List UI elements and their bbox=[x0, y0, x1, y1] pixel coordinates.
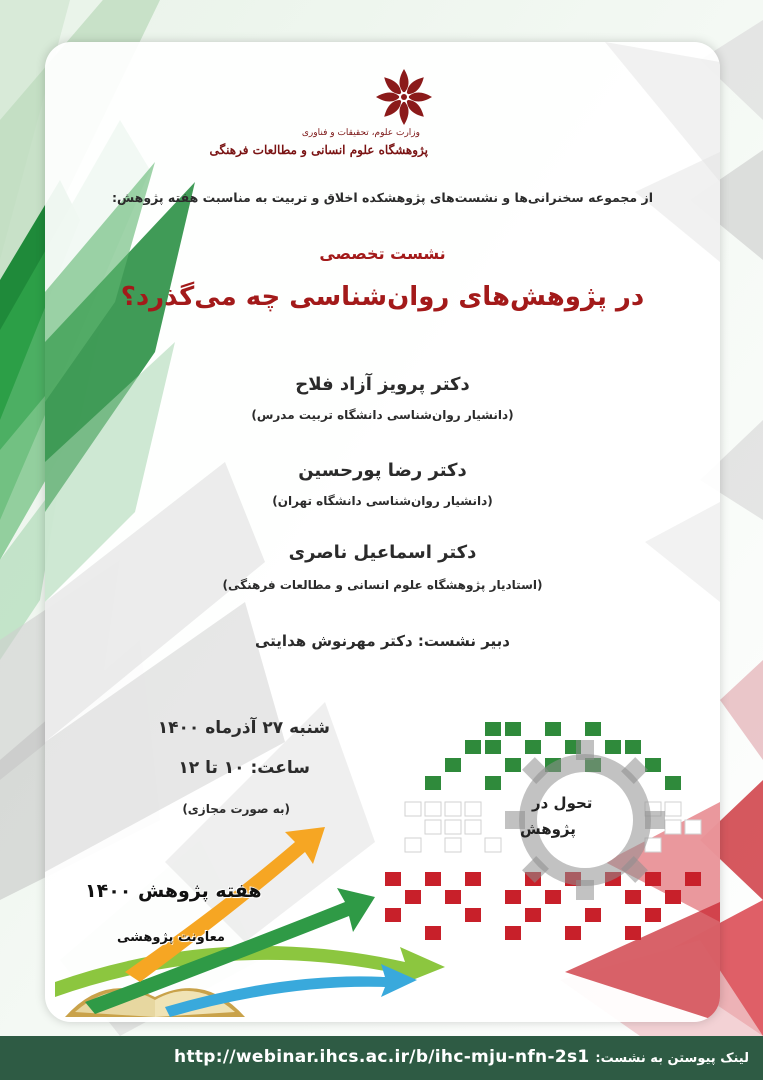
join-link bbox=[174, 1047, 749, 1067]
join-link-label: لینک پیوستن به نشست: bbox=[595, 1051, 749, 1066]
research-deputy-label: معاونت پژوهشی bbox=[117, 930, 225, 945]
session-secretary: دبیر نشست: دکتر مهرنوش هدایتی bbox=[255, 632, 510, 650]
event-time: ساعت: ۱۰ تا ۱۲ bbox=[178, 758, 310, 778]
speaker-affiliation: (دانشیار روان‌شناسی دانشگاه تهران) bbox=[272, 494, 493, 508]
footer-bar bbox=[0, 1036, 763, 1080]
event-date: شنبه ۲۷ آذرماه ۱۴۰۰ bbox=[157, 718, 330, 738]
join-link-url[interactable]: http://webinar.ihcs.ac.ir/b/ihc-mju-nfn-2s1 bbox=[174, 1047, 590, 1067]
event-mode: (به صورت مجازی) bbox=[182, 802, 290, 816]
session-kicker: نشست تخصصی bbox=[319, 244, 446, 263]
gear-caption-line1: تحول در bbox=[532, 794, 593, 812]
ministry-name: وزارت علوم، تحقیقات و فناوری bbox=[301, 128, 420, 138]
speaker-name: دکتر رضا پورحسین bbox=[298, 460, 467, 481]
speaker-affiliation: (دانشیار روان‌شناسی دانشگاه تربیت مدرس) bbox=[251, 408, 514, 422]
speaker-name: دکتر پرویز آزاد فلاح bbox=[295, 374, 470, 395]
content-card bbox=[45, 42, 720, 1022]
speaker-name: دکتر اسماعیل ناصری bbox=[288, 542, 477, 563]
research-week-label: هفته پژوهش ۱۴۰۰ bbox=[85, 880, 262, 902]
gear-caption-line2: پژوهش bbox=[520, 820, 576, 838]
session-title: در پژوهش‌های روان‌شناسی چه می‌گذرد؟ bbox=[120, 282, 645, 312]
institute-name: پژوهشگاه علوم انسانی و مطالعات فرهنگی bbox=[209, 143, 428, 157]
intro-text: از مجموعه سخنرانی‌ها و نشست‌های پژوهشکده اخلاق و تربیت به مناسبت هفته پژوهش: bbox=[112, 190, 653, 205]
speaker-affiliation: (استادیار پژوهشگاه علوم انسانی و مطالعات فرهنگی) bbox=[222, 578, 543, 592]
institute-logo-icon bbox=[373, 66, 435, 128]
